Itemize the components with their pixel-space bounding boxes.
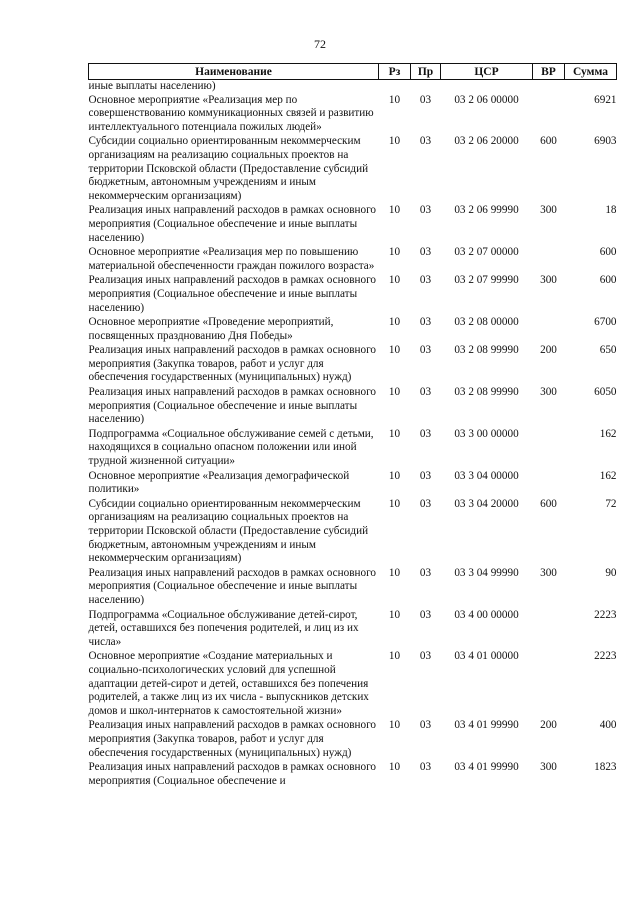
cell-pr: 03 (419, 344, 432, 357)
cell-pr: 03 (419, 427, 432, 440)
cell-csr: 03 3 04 00000 (454, 469, 519, 482)
cell-sum: 6903 (594, 135, 617, 148)
cell-rz: 10 (388, 566, 401, 579)
cell-name: Основное мероприятие «Реализация демографической политики» (88, 469, 350, 496)
cell-vr: 300 (540, 761, 557, 774)
cell-csr: 03 4 01 99990 (454, 719, 519, 732)
cell-name: Субсидии социально ориентированным некоммерческим организациям на реализацию социальных проектов на территории Псковской области (Предоставление субсидий бюджетным, автономным учреждениям и иным некоммерческим организациям) (88, 497, 369, 565)
cell-sum: 400 (599, 719, 617, 732)
cell-rz: 10 (388, 93, 401, 106)
cell-pr: 03 (419, 650, 432, 663)
row-continuation-text: иные выплаты населению) (88, 80, 216, 92)
cell-rz: 10 (388, 386, 401, 399)
cell-rz: 10 (388, 608, 401, 621)
cell-sum: 162 (599, 469, 617, 482)
cell-rz: 10 (388, 469, 401, 482)
cell-name: Реализация иных направлений расходов в рамках основного мероприятия (Социальное обеспечение и иные выплаты населению) (88, 386, 376, 426)
table-row (89, 498, 617, 567)
cell-name: Реализация иных направлений расходов в рамках основного мероприятия (Закупка товаров, работ и услуг для обеспечения государственных (муниципальных) нужд) (88, 719, 376, 759)
cell-rz: 10 (388, 761, 401, 774)
cell-name: Субсидии социально ориентированным некоммерческим организациям на реализацию социальных проектов на территории Псковской области (Предоставление субсидий бюджетным, автономным учреждениям и иным некоммерческим организациям) (88, 135, 369, 202)
cell-pr: 03 (419, 566, 432, 579)
cell-vr: 200 (540, 344, 557, 357)
cell-csr: 03 2 08 99990 (454, 344, 519, 357)
cell-name: Основное мероприятие «Проведение мероприятий, посвященных празднованию Дня Победы» (88, 316, 334, 342)
table-body (89, 80, 617, 790)
cell-pr: 03 (419, 93, 432, 106)
cell-sum: 90 (605, 566, 617, 579)
cell-rz: 10 (388, 719, 401, 732)
cell-pr: 03 (419, 386, 432, 399)
cell-rz: 10 (388, 427, 401, 440)
cell-name: Реализация иных направлений расходов в рамках основного мероприятия (Социальное обеспечение и иные выплаты населению) (88, 204, 376, 244)
cell-name: Реализация иных направлений расходов в рамках основного мероприятия (Социальное обеспечение и иные выплаты населению) (88, 566, 376, 606)
cell-csr: 03 4 01 00000 (454, 650, 519, 663)
budget-table (88, 63, 617, 789)
cell-csr: 03 2 06 20000 (454, 135, 519, 148)
cell-vr: 200 (540, 719, 557, 732)
cell-rz: 10 (388, 274, 401, 287)
cell-name: Реализация иных направлений расходов в рамках основного мероприятия (Закупка товаров, работ и услуг для обеспечения государственных (муниципальных) нужд) (88, 344, 376, 384)
table-row (89, 650, 617, 719)
cell-sum: 72 (605, 497, 617, 510)
table-row (89, 719, 617, 761)
cell-vr (533, 246, 565, 274)
cell-name: Подпрограмма «Социальное обслуживание детей-сирот, детей, оставшихся без попечения родителей, и лиц из их числа» (88, 608, 359, 648)
cell-pr: 03 (419, 469, 432, 482)
cell-name: Основное мероприятие «Реализация мер по совершенствованию коммуникационных связей и развитию интеллектуального потенциала пожилых людей» (88, 93, 374, 133)
cell-csr: 03 3 00 00000 (454, 427, 519, 440)
cell-pr: 03 (419, 204, 432, 217)
header-sum: Сумма (565, 64, 617, 80)
cell-rz: 10 (388, 497, 401, 510)
cell-vr: 300 (540, 566, 557, 579)
cell-pr: 03 (419, 719, 432, 732)
header-csr: ЦСР (441, 64, 533, 80)
table-row (89, 204, 617, 246)
table-row (89, 386, 617, 428)
table-row (89, 428, 617, 470)
cell-csr: 03 3 04 20000 (454, 497, 519, 510)
table-header (89, 64, 617, 80)
cell-csr: 03 2 06 99990 (454, 204, 519, 217)
cell-csr: 03 3 04 99990 (454, 566, 519, 579)
cell-sum: 162 (599, 427, 617, 440)
header-name: Наименование (89, 64, 379, 80)
cell-sum: 2223 (594, 608, 617, 621)
cell-pr: 03 (419, 135, 432, 148)
cell-pr: 03 (419, 246, 432, 259)
cell-csr: 03 2 08 99990 (454, 386, 519, 399)
cell-csr: 03 2 07 00000 (454, 246, 519, 259)
cell-vr (533, 650, 565, 719)
table-row (89, 567, 617, 609)
cell-sum: 650 (599, 344, 617, 357)
cell-sum: 600 (599, 274, 617, 287)
cell-name: Основное мероприятие «Создание материальных и социально-психологических условий для успешной адаптации детей-сирот и детей, оставшихся без попечения родителей, а также лиц из их числа - выпускников детских домов и школ-интернатов к самостоятельной жизни» (88, 650, 369, 717)
cell-name: Подпрограмма «Социальное обслуживание семей с детьми, находящихся в социально опасном положении или иной трудной жизненной ситуации» (88, 427, 374, 468)
page-number: 72 (314, 37, 326, 51)
table-row (89, 761, 617, 789)
cell-pr: 03 (419, 608, 432, 621)
cell-pr: 03 (419, 497, 432, 510)
cell-vr: 600 (540, 497, 557, 510)
cell-sum: 6921 (594, 93, 617, 106)
table-row (89, 344, 617, 386)
header-vr: ВР (533, 64, 565, 80)
table-row (89, 135, 617, 204)
table-row-continuation (89, 80, 617, 94)
table-row (89, 246, 617, 274)
cell-vr: 300 (540, 204, 557, 217)
cell-rz: 10 (388, 246, 401, 259)
table-row (89, 609, 617, 651)
cell-vr (533, 609, 565, 651)
cell-sum: 600 (599, 246, 617, 259)
cell-pr: 03 (419, 761, 432, 774)
cell-csr: 03 2 06 00000 (454, 93, 519, 106)
cell-vr: 300 (540, 274, 557, 287)
cell-rz: 10 (388, 316, 401, 329)
table-row (89, 316, 617, 344)
cell-vr (533, 428, 565, 470)
header-pr: Пр (411, 64, 441, 80)
cell-sum: 6700 (594, 316, 617, 329)
table-row (89, 470, 617, 498)
cell-name: Реализация иных направлений расходов в рамках основного мероприятия (Социальное обеспечение и (88, 761, 376, 787)
cell-sum: 2223 (594, 650, 617, 663)
cell-vr (533, 470, 565, 498)
cell-vr (533, 94, 565, 136)
cell-csr: 03 2 08 00000 (454, 316, 519, 329)
cell-name: Реализация иных направлений расходов в рамках основного мероприятия (Социальное обеспечение и иные выплаты населению) (88, 274, 376, 314)
cell-csr: 03 4 01 99990 (454, 761, 519, 774)
table-row (89, 274, 617, 316)
cell-rz: 10 (388, 344, 401, 357)
cell-name: Основное мероприятие «Реализация мер по повышению материальной обеспеченности граждан пожилого возраста» (88, 246, 375, 272)
cell-pr: 03 (419, 274, 432, 287)
cell-rz: 10 (388, 204, 401, 217)
cell-vr: 600 (540, 135, 557, 148)
cell-sum: 18 (605, 204, 617, 217)
cell-sum: 1823 (594, 761, 617, 774)
cell-vr: 300 (540, 386, 557, 399)
cell-vr (533, 316, 565, 344)
cell-csr: 03 4 00 00000 (454, 608, 519, 621)
cell-sum: 6050 (594, 386, 617, 399)
cell-csr: 03 2 07 99990 (454, 274, 519, 287)
cell-pr: 03 (419, 316, 432, 329)
cell-rz: 10 (388, 650, 401, 663)
cell-rz: 10 (388, 135, 401, 148)
table-row (89, 94, 617, 136)
header-rz: Рз (379, 64, 411, 80)
